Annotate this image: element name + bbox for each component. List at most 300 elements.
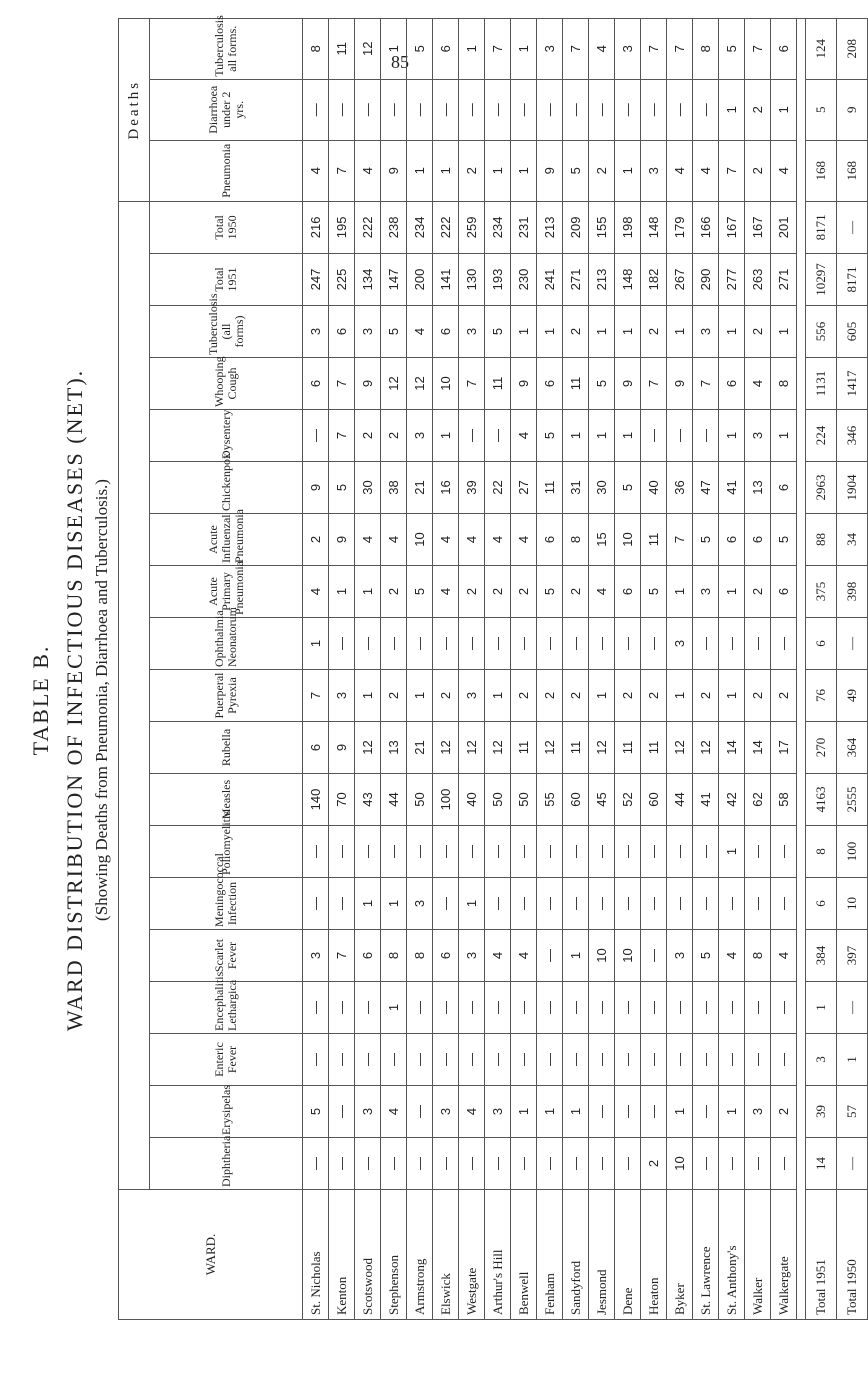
cell-value: 9 [303, 462, 329, 514]
total-value: 6 [806, 618, 837, 670]
cell-value: 6 [433, 306, 459, 358]
cell-value: 216 [303, 201, 329, 253]
cell-value: — [563, 982, 589, 1034]
cell-value: — [589, 1086, 615, 1138]
total-value: 224 [806, 410, 837, 462]
cell-value: — [511, 1138, 537, 1190]
cell-value: — [329, 618, 355, 670]
total-value: 605 [837, 306, 868, 358]
cell-value: 1 [667, 306, 693, 358]
cell-value: 2 [745, 566, 771, 618]
cell-value: 30 [355, 462, 381, 514]
cell-value: 3 [745, 1086, 771, 1138]
cell-value: — [771, 618, 797, 670]
cell-value: 166 [693, 201, 719, 253]
cell-value: 7 [719, 140, 745, 201]
cell-value: 147 [381, 254, 407, 306]
cell-value: — [381, 79, 407, 140]
cell-value: 201 [771, 201, 797, 253]
table-row [485, 18, 511, 1319]
cell-value: 4 [485, 514, 511, 566]
ward-name: Benwell [511, 1190, 537, 1320]
total-value: 397 [837, 930, 868, 982]
cell-value: 1 [563, 410, 589, 462]
cell-value: 8 [303, 18, 329, 79]
deaths-header: Deaths [119, 18, 150, 201]
cell-value: — [667, 878, 693, 930]
rotated-table-page [20, 15, 859, 1320]
cell-value: — [693, 1086, 719, 1138]
cell-value: 60 [641, 774, 667, 826]
cell-value: 8 [745, 930, 771, 982]
cell-value: — [589, 1034, 615, 1086]
cell-value: 11 [641, 722, 667, 774]
ward-name: Dene [615, 1190, 641, 1320]
cell-value: — [615, 1138, 641, 1190]
cell-value: — [641, 826, 667, 878]
total-value: 1417 [837, 358, 868, 410]
column-header-rubella: Rubella [150, 722, 303, 774]
cell-value: — [381, 1138, 407, 1190]
cell-value: — [355, 79, 381, 140]
cell-value: 10 [433, 358, 459, 410]
cell-value: — [745, 878, 771, 930]
table-row [745, 18, 771, 1319]
cell-value: — [589, 826, 615, 878]
cell-value: 55 [537, 774, 563, 826]
cell-value: 3 [355, 306, 381, 358]
cell-value: 52 [615, 774, 641, 826]
cell-value: 7 [641, 358, 667, 410]
total-value: 49 [837, 670, 868, 722]
cell-value: — [329, 1086, 355, 1138]
cell-value: 2 [381, 670, 407, 722]
cell-value: — [459, 826, 485, 878]
total-label: Total 1951 [806, 1190, 837, 1320]
ward-name: Heaton [641, 1190, 667, 1320]
cell-value: — [693, 410, 719, 462]
total-value: 100 [837, 826, 868, 878]
cell-value: 1 [511, 1086, 537, 1138]
cell-value: 213 [537, 201, 563, 253]
cell-value: — [485, 878, 511, 930]
cell-value: 3 [459, 306, 485, 358]
total-value: 5 [806, 79, 837, 140]
table-row [589, 18, 615, 1319]
cell-value: — [745, 826, 771, 878]
cell-value: 4 [719, 930, 745, 982]
cell-value: 277 [719, 254, 745, 306]
total-value: 9 [837, 79, 868, 140]
total-value: 398 [837, 566, 868, 618]
cell-value: 7 [563, 18, 589, 79]
cell-value: 10 [615, 514, 641, 566]
cell-value: 14 [745, 722, 771, 774]
cell-value: 21 [407, 722, 433, 774]
cell-value: — [303, 982, 329, 1034]
cell-value: — [589, 1138, 615, 1190]
cell-value: 10 [667, 1138, 693, 1190]
cell-value: 247 [303, 254, 329, 306]
cell-value: 9 [355, 358, 381, 410]
total-value: 34 [837, 514, 868, 566]
cell-value: 7 [329, 140, 355, 201]
cell-value: 5 [537, 566, 563, 618]
cell-value: 11 [485, 358, 511, 410]
cell-value: — [771, 1034, 797, 1086]
cell-value: 4 [511, 410, 537, 462]
cell-value: — [355, 826, 381, 878]
cell-value: 3 [667, 618, 693, 670]
cell-value: — [641, 618, 667, 670]
cell-value: — [459, 618, 485, 670]
cell-value: 3 [329, 670, 355, 722]
cell-value: — [641, 878, 667, 930]
cell-value: 100 [433, 774, 459, 826]
cell-value: — [771, 982, 797, 1034]
column-header-chickenpox: Chickenpox [150, 462, 303, 514]
cell-value: 4 [485, 930, 511, 982]
cell-value: 2 [355, 410, 381, 462]
cell-value: — [355, 1138, 381, 1190]
ward-name: Walkergate [771, 1190, 797, 1320]
cell-value: 6 [537, 358, 563, 410]
cell-value: — [433, 982, 459, 1034]
cell-value: — [433, 618, 459, 670]
cell-value: 238 [381, 201, 407, 253]
total-value: 8 [806, 826, 837, 878]
total-value: 10297 [806, 254, 837, 306]
cell-value: — [537, 878, 563, 930]
cell-value: 50 [511, 774, 537, 826]
cell-value: 9 [381, 140, 407, 201]
cell-value: 6 [537, 514, 563, 566]
cell-value: 3 [355, 1086, 381, 1138]
cell-value: 1 [303, 618, 329, 670]
cell-value: 2 [381, 410, 407, 462]
cell-value: 2 [511, 670, 537, 722]
cell-value: 2 [563, 306, 589, 358]
cell-value: 14 [719, 722, 745, 774]
cell-value: — [459, 410, 485, 462]
cell-value: 9 [511, 358, 537, 410]
total-value: 208 [837, 18, 868, 79]
ward-name: Kenton [329, 1190, 355, 1320]
cell-value: 11 [537, 462, 563, 514]
cell-value: 9 [329, 514, 355, 566]
cell-value: 1 [433, 140, 459, 201]
cell-value: 2 [589, 140, 615, 201]
cell-value: — [693, 1138, 719, 1190]
total-value: 384 [806, 930, 837, 982]
cell-value: — [563, 79, 589, 140]
total-row [806, 18, 837, 1319]
total-value: 346 [837, 410, 868, 462]
cell-value: — [719, 878, 745, 930]
cell-value: 7 [693, 358, 719, 410]
cell-value: 4 [589, 566, 615, 618]
cell-value: 21 [407, 462, 433, 514]
cell-value: — [329, 1138, 355, 1190]
cell-value: 5 [563, 140, 589, 201]
total-value: 8171 [837, 254, 868, 306]
total-value: 168 [806, 140, 837, 201]
cell-value: 198 [615, 201, 641, 253]
cell-value: 6 [303, 358, 329, 410]
cell-value: 12 [485, 722, 511, 774]
cell-value: 271 [563, 254, 589, 306]
cell-value: 2 [485, 566, 511, 618]
cell-value: — [719, 1034, 745, 1086]
cell-value: — [303, 1034, 329, 1086]
cell-value: — [459, 79, 485, 140]
cell-value: 234 [407, 201, 433, 253]
cell-value: 1 [667, 670, 693, 722]
cell-value: 209 [563, 201, 589, 253]
cell-value: — [667, 1034, 693, 1086]
total-value: 124 [806, 18, 837, 79]
cell-value: 4 [303, 566, 329, 618]
table-row [719, 18, 745, 1319]
cell-value: — [563, 1138, 589, 1190]
ward-name: Elswick [433, 1190, 459, 1320]
cell-value: — [745, 618, 771, 670]
column-header-tuberculosis-all-forms: Tuberculosis (all forms) [150, 306, 303, 358]
cell-value: — [485, 79, 511, 140]
cell-value: 2 [745, 670, 771, 722]
cell-value: 4 [745, 358, 771, 410]
cell-value: — [485, 826, 511, 878]
cell-value: — [407, 79, 433, 140]
cell-value: — [407, 1034, 433, 1086]
ward-name: St. Lawrence [693, 1190, 719, 1320]
cell-value: 1 [459, 18, 485, 79]
cell-value: — [485, 410, 511, 462]
cell-value: 8 [771, 358, 797, 410]
cell-value: 11 [563, 358, 589, 410]
cell-value: 2 [537, 670, 563, 722]
total-value: 375 [806, 566, 837, 618]
cell-value: — [329, 878, 355, 930]
cell-value: 9 [667, 358, 693, 410]
ward-name: St. Nicholas [303, 1190, 329, 1320]
cell-value: 213 [589, 254, 615, 306]
cell-value: 140 [303, 774, 329, 826]
cell-value: 2 [381, 566, 407, 618]
cell-value: 44 [667, 774, 693, 826]
cell-value: 12 [433, 722, 459, 774]
total-value: — [837, 1138, 868, 1190]
cell-value: 230 [511, 254, 537, 306]
cell-value: 3 [407, 878, 433, 930]
cell-value: 5 [641, 566, 667, 618]
cell-value: 6 [433, 18, 459, 79]
table-title: WARD DISTRIBUTION OF INFECTIOUS DISEASES (NET). [62, 368, 87, 1032]
cell-value: 4 [771, 140, 797, 201]
table-row [537, 18, 563, 1319]
cell-value: — [537, 930, 563, 982]
ward-name: Fenham [537, 1190, 563, 1320]
cell-value: 4 [355, 514, 381, 566]
table-row [615, 18, 641, 1319]
cell-value: 6 [615, 566, 641, 618]
cell-value: 5 [589, 358, 615, 410]
ward-header: WARD. [119, 1190, 303, 1320]
spacer-cell [797, 18, 806, 1319]
total-value: 270 [806, 722, 837, 774]
column-header-diarrhoea-under-2-yrs: Diarrhoea under 2 yrs. [150, 79, 303, 140]
cell-value: — [433, 826, 459, 878]
cell-value: — [407, 618, 433, 670]
cell-value: — [615, 1086, 641, 1138]
cell-value: — [641, 982, 667, 1034]
cell-value: 1 [381, 18, 407, 79]
cell-value: 1 [537, 1086, 563, 1138]
cell-value: 1 [355, 878, 381, 930]
cell-value: 44 [381, 774, 407, 826]
cell-value: 7 [485, 18, 511, 79]
cell-value: — [641, 1034, 667, 1086]
cell-value: 3 [459, 670, 485, 722]
cell-value: 12 [693, 722, 719, 774]
cell-value: — [485, 1138, 511, 1190]
cell-value: — [303, 1138, 329, 1190]
table-row [511, 18, 537, 1319]
cell-value: 182 [641, 254, 667, 306]
ward-name: Stephenson [381, 1190, 407, 1320]
cell-value: 5 [615, 462, 641, 514]
cell-value: 1 [719, 1086, 745, 1138]
cell-value: — [381, 826, 407, 878]
cell-value: 3 [667, 930, 693, 982]
cell-value: — [459, 1034, 485, 1086]
cell-value: 7 [329, 358, 355, 410]
cell-value: — [485, 1034, 511, 1086]
cell-value: 1 [589, 306, 615, 358]
cell-value: 2 [745, 306, 771, 358]
cell-value: 6 [771, 566, 797, 618]
ward-name: St. Anthony's [719, 1190, 745, 1320]
total-value: — [837, 982, 868, 1034]
cell-value: 141 [433, 254, 459, 306]
cell-value: 1 [615, 306, 641, 358]
cell-value: 4 [303, 140, 329, 201]
cell-value: 1 [563, 930, 589, 982]
cell-value: 5 [719, 18, 745, 79]
cell-value: — [329, 826, 355, 878]
cell-value: 2 [745, 140, 771, 201]
total-value: — [837, 201, 868, 253]
cell-value: 9 [615, 358, 641, 410]
cell-value: — [355, 618, 381, 670]
cell-value: 6 [355, 930, 381, 982]
cell-value: — [693, 878, 719, 930]
cell-value: 1 [511, 140, 537, 201]
ward-name: Jesmond [589, 1190, 615, 1320]
cell-value: 5 [303, 1086, 329, 1138]
total-value: 364 [837, 722, 868, 774]
cell-value: 234 [485, 201, 511, 253]
cell-value: 2 [563, 566, 589, 618]
cell-value: 10 [407, 514, 433, 566]
cell-value: — [329, 1034, 355, 1086]
cell-value: 225 [329, 254, 355, 306]
cell-value: — [407, 1086, 433, 1138]
column-header-acute-influenzal-pneumonia: Acute Influenzal Pneumonia [150, 514, 303, 566]
cell-value: 1 [719, 566, 745, 618]
column-header-dysentery: Dysentery [150, 410, 303, 462]
cell-value: 6 [719, 514, 745, 566]
cell-value: — [693, 982, 719, 1034]
cell-value: — [563, 826, 589, 878]
cell-value: 12 [355, 722, 381, 774]
cell-value: 7 [667, 18, 693, 79]
cell-value: — [537, 826, 563, 878]
cell-value: — [615, 826, 641, 878]
cell-value: — [433, 79, 459, 140]
cell-value: 10 [615, 930, 641, 982]
cell-value: 1 [667, 1086, 693, 1138]
cell-value: 1 [589, 670, 615, 722]
cell-value: 17 [771, 722, 797, 774]
cell-value: 50 [407, 774, 433, 826]
cell-value: — [537, 79, 563, 140]
cell-value: 6 [771, 18, 797, 79]
column-header-encephalitis-lethargica: Encephalitis Lethargica [150, 982, 303, 1034]
total-value: 76 [806, 670, 837, 722]
cell-value: 5 [407, 566, 433, 618]
cell-value: 267 [667, 254, 693, 306]
column-header-measles: Measles [150, 774, 303, 826]
cell-value: 5 [693, 514, 719, 566]
total-value: 3 [806, 1034, 837, 1086]
cell-value: 134 [355, 254, 381, 306]
column-header-ophthalmia-neonatorum: Ophthalmia Neonatorum [150, 618, 303, 670]
table-row [303, 18, 329, 1319]
cell-value: 2 [303, 514, 329, 566]
total-value: — [837, 618, 868, 670]
cell-value: 11 [511, 722, 537, 774]
cell-value: 6 [745, 514, 771, 566]
cell-value: — [693, 1034, 719, 1086]
total-value: 1904 [837, 462, 868, 514]
cell-value: 1 [511, 306, 537, 358]
cell-value: — [667, 826, 693, 878]
cell-value: 3 [303, 930, 329, 982]
cell-value: 50 [485, 774, 511, 826]
column-header-tuberculosis-all-forms: Tuberculosis all forms. [150, 18, 303, 79]
cell-value: 7 [641, 18, 667, 79]
cell-value: 1 [667, 566, 693, 618]
cell-value: — [615, 1034, 641, 1086]
ward-name: Arthur's Hill [485, 1190, 511, 1320]
cell-value: 62 [745, 774, 771, 826]
cell-value: 3 [485, 1086, 511, 1138]
cell-value: 1 [485, 140, 511, 201]
cell-value: 155 [589, 201, 615, 253]
cell-value: 222 [433, 201, 459, 253]
cell-value: — [381, 618, 407, 670]
cell-value: 41 [719, 462, 745, 514]
cell-value: 259 [459, 201, 485, 253]
cell-value: 7 [745, 18, 771, 79]
cell-value: — [511, 79, 537, 140]
cell-value: 3 [615, 18, 641, 79]
cell-value: 1 [485, 670, 511, 722]
cell-value: 3 [693, 306, 719, 358]
cell-value: — [771, 826, 797, 878]
cell-value: — [407, 982, 433, 1034]
